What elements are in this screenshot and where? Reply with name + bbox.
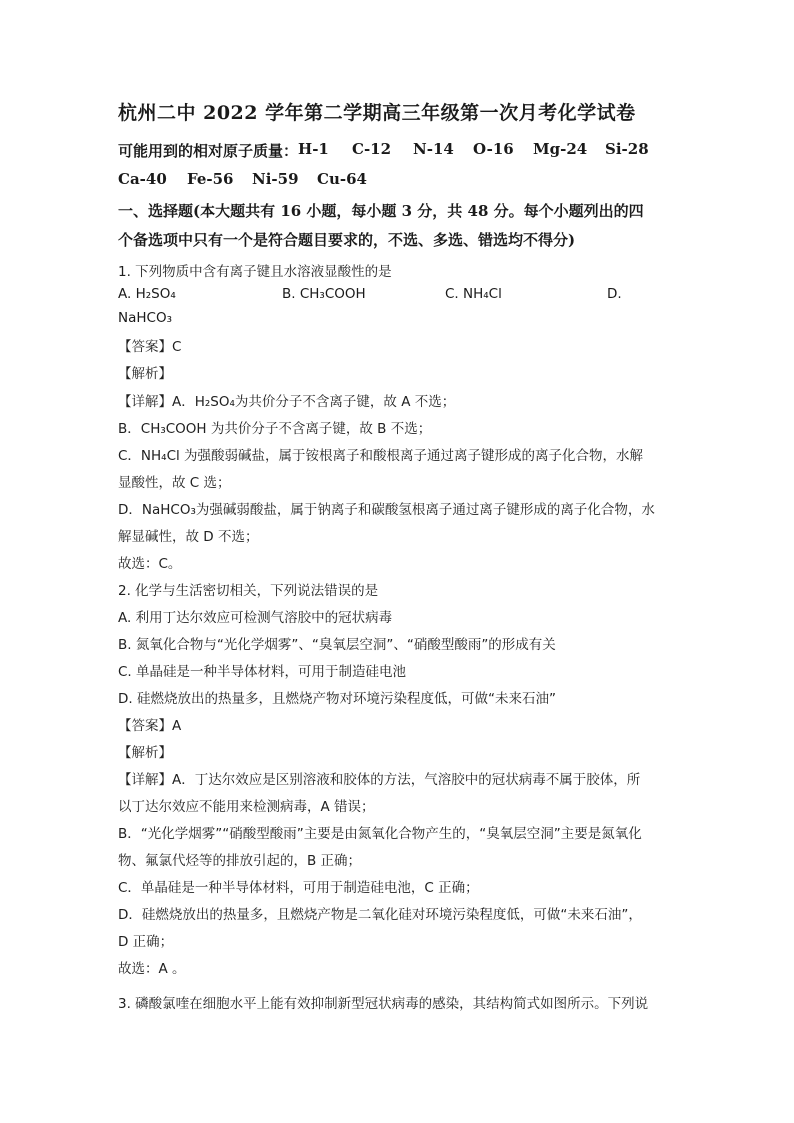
atomic-mass-fe: Fe-56 xyxy=(187,170,234,188)
q1-detail-line: D．NaHCO₃为强碱弱酸盐，属于钠离子和碳酸氢根离子通过离子键形成的离子化合物，水 xyxy=(118,502,655,518)
q2-option-b: B. 氮氧化合物与“光化学烟雾”、“臭氧层空洞”、“硝酸型酸雨”的形成有关 xyxy=(118,637,556,653)
q1-option-a: A. H₂SO₄ xyxy=(118,286,176,302)
atomic-mass-row-1 xyxy=(118,140,649,161)
q2-detail-line: 故选：A 。 xyxy=(118,961,186,977)
q3-stem: 3. 磷酸氯喹在细胞水平上能有效抑制新型冠状病毒的感染，其结构简式如图所示。下列说 xyxy=(118,996,649,1012)
atomic-mass-mg: Mg-24 xyxy=(533,140,588,158)
q1-detail-line: 故选：C。 xyxy=(118,556,182,572)
q1-stem: 1. 下列物质中含有离子键且水溶液显酸性的是 xyxy=(118,264,392,280)
atomic-mass-c: C-12 xyxy=(352,140,392,158)
atomic-mass-n: N-14 xyxy=(413,140,454,158)
q2-detail-line: D 正确； xyxy=(118,934,174,950)
q1-answer: 【答案】C xyxy=(118,339,182,355)
q1-detail-line: 【详解】A．H₂SO₄为共价分子不含离子键，故 A 不选； xyxy=(118,394,456,410)
q2-analysis: 【解析】 xyxy=(118,745,172,761)
q2-detail-line: 以丁达尔效应不能用来检测病毒，A 错误； xyxy=(118,799,375,815)
atomic-mass-label: 可能用到的相对原子质量： xyxy=(118,142,299,160)
section-heading-line-1: 一、选择题(本大题共有 16 小题，每小题 3 分，共 48 分。每个小题列出的四 xyxy=(118,202,644,220)
q2-detail-line: B．“光化学烟雾”“硝酸型酸雨”主要是由氮氧化合物产生的，“臭氧层空洞”主要是氮氧化 xyxy=(118,826,642,842)
q2-answer: 【答案】A xyxy=(118,718,182,734)
atomic-mass-o: O-16 xyxy=(473,140,514,158)
q1-option-c: C. NH₄Cl xyxy=(445,286,502,302)
atomic-mass-h: H-1 xyxy=(298,140,329,158)
q2-detail-line: C．单晶硅是一种半导体材料，可用于制造硅电池，C 正确； xyxy=(118,880,479,896)
q2-option-c: C. 单晶硅是一种半导体材料，可用于制造硅电池 xyxy=(118,664,407,680)
q1-detail-line: 解显碱性，故 D 不选； xyxy=(118,529,259,545)
q1-option-b: B. CH₃COOH xyxy=(282,286,366,302)
q2-detail-line: D．硅燃烧放出的热量多，且燃烧产物是二氧化硅对环境污染程度低，可做“未来石油”， xyxy=(118,907,642,923)
q1-option-d-text: NaHCO₃ xyxy=(118,310,172,326)
q1-option-d-label: D. xyxy=(607,286,622,302)
q2-option-a: A. 利用丁达尔效应可检测气溶胶中的冠状病毒 xyxy=(118,610,393,626)
q1-analysis: 【解析】 xyxy=(118,366,172,382)
exam-title: 杭州二中 2022 学年第二学期高三年级第一次月考化学试卷 xyxy=(118,102,636,124)
section-heading-line-2: 个备选项中只有一个是符合题目要求的，不选、多选、错选均不得分) xyxy=(118,231,576,249)
atomic-mass-cu: Cu-64 xyxy=(317,170,367,188)
atomic-mass-ca: Ca-40 xyxy=(118,170,167,188)
atomic-mass-si: Si-28 xyxy=(605,140,649,158)
q2-stem: 2. 化学与生活密切相关，下列说法错误的是 xyxy=(118,583,379,599)
atomic-mass-ni: Ni-59 xyxy=(252,170,299,188)
q2-detail-line: 【详解】A．丁达尔效应是区别溶液和胶体的方法，气溶胶中的冠状病毒不属于胶体，所 xyxy=(118,772,641,788)
q1-detail-line: C．NH₄Cl 为强酸弱碱盐，属于铵根离子和酸根离子通过离子键形成的离子化合物，水解 xyxy=(118,448,644,464)
atomic-mass-row-2 xyxy=(118,170,367,188)
q1-detail-line: 显酸性，故 C 选； xyxy=(118,475,231,491)
q2-detail-line: 物、氟氯代烃等的排放引起的，B 正确； xyxy=(118,853,362,869)
q2-option-d: D. 硅燃烧放出的热量多，且燃烧产物对环境污染程度低，可做“未来石油” xyxy=(118,691,556,707)
q1-detail-line: B．CH₃COOH 为共价分子不含离子键，故 B 不选； xyxy=(118,421,432,437)
